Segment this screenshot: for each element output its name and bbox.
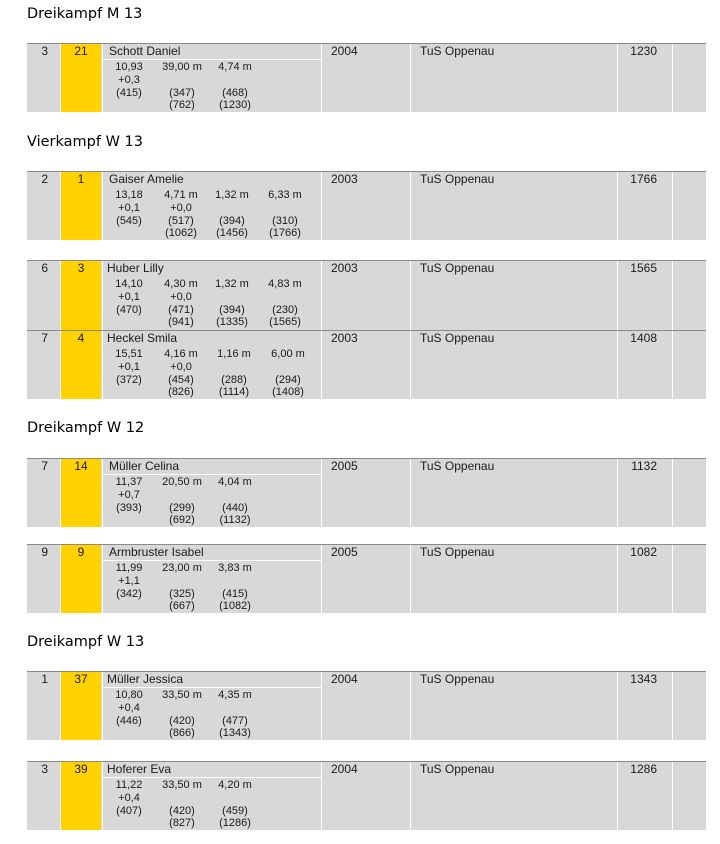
total-points: 1230 bbox=[630, 44, 657, 58]
group-heading: Dreikampf W 13 bbox=[27, 634, 145, 650]
event-result: 11,37 +0,7 (393) bbox=[115, 476, 143, 514]
event-result: 10,93 +0,3 (415) bbox=[115, 61, 143, 99]
event-result: 4,83 m (230) (1565) bbox=[268, 278, 302, 329]
total-points: 1343 bbox=[630, 672, 657, 686]
event-result: 4,04 m (440) (1132) bbox=[218, 476, 252, 527]
event-result: 4,35 m (477) (1343) bbox=[218, 689, 252, 740]
birth-year: 2004 bbox=[331, 762, 358, 776]
group-heading: Vierkampf W 13 bbox=[27, 134, 143, 150]
birth-year: 2005 bbox=[331, 459, 358, 473]
group-heading: Dreikampf W 12 bbox=[27, 420, 145, 436]
bib-number: 37 bbox=[74, 672, 88, 686]
bib-number: 9 bbox=[77, 545, 85, 559]
event-result: 4,30 m +0,0 (471) (941) bbox=[164, 278, 198, 329]
athlete-name: Gaiser Amelie bbox=[109, 172, 184, 186]
result-entry bbox=[27, 330, 706, 399]
result-entry bbox=[27, 43, 706, 112]
result-entry bbox=[27, 544, 706, 613]
event-result: 20,50 m (299) (692) bbox=[162, 476, 202, 527]
total-points: 1408 bbox=[630, 331, 657, 345]
place: 6 bbox=[41, 261, 48, 275]
club: TuS Oppenau bbox=[420, 459, 495, 473]
bib-number: 39 bbox=[74, 762, 88, 776]
club: TuS Oppenau bbox=[420, 261, 495, 275]
event-result: 6,00 m (294) (1408) bbox=[271, 348, 305, 399]
birth-year: 2005 bbox=[331, 545, 358, 559]
bib-number: 14 bbox=[74, 459, 88, 473]
event-result: 13,18 +0,1 (545) bbox=[115, 189, 143, 227]
place: 9 bbox=[41, 545, 48, 559]
result-entry bbox=[27, 671, 706, 740]
club: TuS Oppenau bbox=[420, 172, 495, 186]
result-entry bbox=[27, 171, 706, 240]
event-result: 15,51 +0,1 (372) bbox=[115, 348, 143, 386]
birth-year: 2004 bbox=[331, 672, 358, 686]
athlete-name: Armbruster Isabel bbox=[109, 545, 204, 559]
event-result: 11,22 +0,4 (407) bbox=[115, 779, 143, 817]
birth-year: 2004 bbox=[331, 44, 358, 58]
event-result: 1,32 m (394) (1456) bbox=[215, 189, 249, 240]
athlete-name: Müller Celina bbox=[109, 459, 180, 473]
bib-number: 4 bbox=[77, 331, 85, 345]
result-entry bbox=[27, 458, 706, 527]
event-result: 4,71 m +0,0 (517) (1062) bbox=[164, 189, 198, 240]
place: 3 bbox=[41, 762, 48, 776]
club: TuS Oppenau bbox=[420, 44, 495, 58]
event-result: 39,00 m (347) (762) bbox=[162, 61, 202, 112]
place: 2 bbox=[41, 172, 48, 186]
birth-year: 2003 bbox=[331, 261, 358, 275]
place: 3 bbox=[41, 44, 48, 58]
bib-number: 3 bbox=[77, 261, 85, 275]
club: TuS Oppenau bbox=[420, 762, 495, 776]
result-entry bbox=[27, 260, 706, 331]
event-result: 14,10 +0,1 (470) bbox=[115, 278, 143, 316]
place: 7 bbox=[41, 459, 48, 473]
event-result: 33,50 m (420) (827) bbox=[162, 779, 202, 830]
event-result: 4,20 m (459) (1286) bbox=[218, 779, 252, 830]
bib-number: 21 bbox=[74, 44, 88, 58]
athlete-name: Müller Jessica bbox=[107, 672, 184, 686]
athlete-name: Schott Daniel bbox=[109, 44, 181, 58]
place: 7 bbox=[41, 331, 48, 345]
event-result: 1,16 m (288) (1114) bbox=[217, 348, 251, 399]
birth-year: 2003 bbox=[331, 172, 358, 186]
result-entry bbox=[27, 761, 706, 830]
event-result: 23,00 m (325) (667) bbox=[162, 562, 202, 613]
event-result: 1,32 m (394) (1335) bbox=[215, 278, 249, 329]
event-result: 10,80 +0,4 (446) bbox=[115, 689, 143, 727]
total-points: 1565 bbox=[630, 261, 657, 275]
event-result: 11,99 +1,1 (342) bbox=[115, 562, 143, 600]
athlete-name: Hoferer Eva bbox=[107, 762, 172, 776]
place: 1 bbox=[41, 672, 48, 686]
total-points: 1766 bbox=[630, 172, 657, 186]
birth-year: 2003 bbox=[331, 331, 358, 345]
club: TuS Oppenau bbox=[420, 331, 495, 345]
total-points: 1082 bbox=[630, 545, 657, 559]
event-result: 3,83 m (415) (1082) bbox=[218, 562, 252, 613]
athlete-name: Huber Lilly bbox=[107, 261, 164, 275]
group-heading: Dreikampf M 13 bbox=[27, 6, 143, 22]
event-result: 4,16 m +0,0 (454) (826) bbox=[164, 348, 198, 399]
club: TuS Oppenau bbox=[420, 545, 495, 559]
event-result: 6,33 m (310) (1766) bbox=[268, 189, 302, 240]
total-points: 1132 bbox=[631, 459, 657, 473]
total-points: 1286 bbox=[630, 762, 657, 776]
athlete-name: Heckel Smila bbox=[107, 331, 178, 345]
club: TuS Oppenau bbox=[420, 672, 495, 686]
event-result: 33,50 m (420) (866) bbox=[162, 689, 202, 740]
event-result: 4,74 m (468) (1230) bbox=[218, 61, 252, 112]
bib-number: 1 bbox=[77, 172, 85, 186]
